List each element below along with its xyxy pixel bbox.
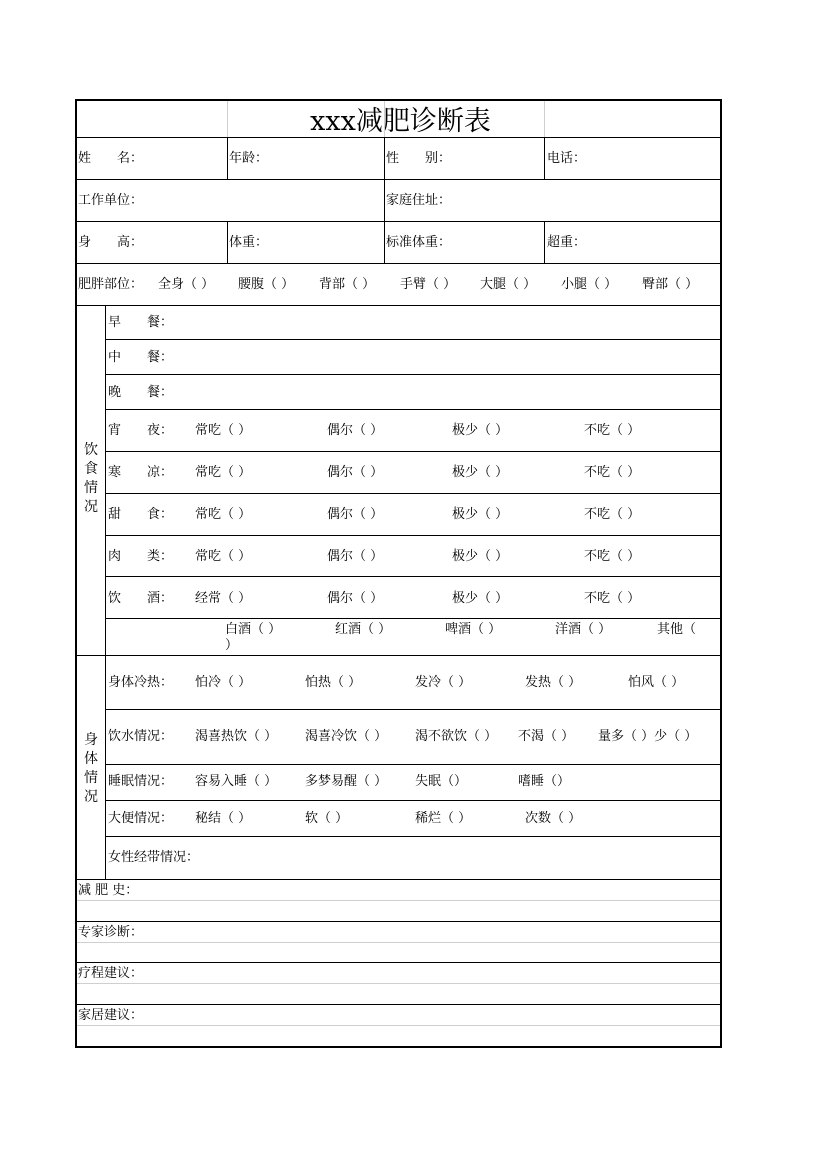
- water-option[interactable]: 渴喜热饮（ ）: [195, 729, 278, 744]
- work-unit-label: 工作单位：: [78, 193, 144, 208]
- wine-type-option[interactable]: 啤酒（ ）: [445, 622, 502, 637]
- sleep-option[interactable]: 嗜睡（）: [518, 774, 571, 789]
- wine-other-option[interactable]: 其他（: [657, 622, 697, 637]
- wine-type-option[interactable]: 洋酒（ ）: [555, 622, 612, 637]
- sweets-label: 甜 食：: [108, 507, 174, 522]
- diet-option[interactable]: 偶尔（ ）: [327, 423, 384, 438]
- fat-part-option[interactable]: 腰腹（ ）: [238, 277, 295, 292]
- diet-option[interactable]: 经常（ ）: [195, 591, 252, 606]
- diet-option[interactable]: 常吃（ ）: [195, 507, 252, 522]
- diet-option[interactable]: 不吃（ ）: [584, 591, 641, 606]
- form-title: xxx减肥诊断表: [310, 106, 491, 137]
- overweight-label: 超重：: [547, 235, 587, 250]
- body-temp-option[interactable]: 发冷（ ）: [415, 675, 472, 690]
- stool-label: 大便情况：: [108, 811, 174, 826]
- diet-option[interactable]: 极少（ ）: [452, 423, 509, 438]
- fat-parts-label: 肥胖部位：: [78, 277, 144, 292]
- fat-part-option[interactable]: 大腿（ ）: [480, 277, 537, 292]
- diet-option[interactable]: 偶尔（ ）: [327, 507, 384, 522]
- wine-type-option[interactable]: 红酒（ ）: [335, 622, 392, 637]
- phone-label: 电话：: [547, 151, 587, 166]
- diagnosis-form: [75, 99, 722, 1048]
- sleep-option[interactable]: 失眠（）: [415, 774, 468, 789]
- meat-label: 肉 类：: [108, 549, 174, 564]
- water-option[interactable]: 渴喜冷饮（ ）: [305, 729, 388, 744]
- diet-section-title: 饮食情况: [84, 442, 98, 515]
- name-label: 姓 名：: [78, 151, 144, 166]
- diet-option[interactable]: 极少（ ）: [452, 465, 509, 480]
- diet-option[interactable]: 不吃（ ）: [584, 423, 641, 438]
- diet-option[interactable]: 极少（ ）: [452, 507, 509, 522]
- body-temp-option[interactable]: 怕热（ ）: [305, 675, 362, 690]
- weight-label: 体重：: [229, 235, 269, 250]
- drinking-label: 饮 酒：: [108, 591, 174, 606]
- dinner-label: 晚 餐：: [108, 385, 174, 400]
- sleep-option[interactable]: 容易入睡（ ）: [195, 774, 278, 789]
- sleep-label: 睡眠情况：: [108, 774, 174, 789]
- wine-type-option[interactable]: 白酒（ ）: [225, 622, 282, 637]
- diet-option[interactable]: 极少（ ）: [452, 591, 509, 606]
- water-option[interactable]: 不渴（ ）: [518, 729, 575, 744]
- home-advice-label: 家居建议：: [78, 1008, 144, 1023]
- diet-option[interactable]: 常吃（ ）: [195, 549, 252, 564]
- fat-part-option[interactable]: 全身（ ）: [158, 277, 215, 292]
- breakfast-label: 早 餐：: [108, 315, 174, 330]
- diet-option[interactable]: 偶尔（ ）: [327, 465, 384, 480]
- expert-diagnosis-label: 专家诊断：: [78, 925, 144, 940]
- treatment-course-label: 疗程建议：: [78, 966, 144, 981]
- diet-option[interactable]: 不吃（ ）: [584, 549, 641, 564]
- body-temp-label: 身体冷热：: [108, 675, 174, 690]
- body-temp-option[interactable]: 怕冷（ ）: [195, 675, 252, 690]
- stool-option[interactable]: 秘结（ ）: [195, 811, 252, 826]
- water-intake-label: 饮水情况：: [108, 729, 174, 744]
- weight-loss-history-label: 减 肥 史：: [78, 883, 139, 898]
- fat-part-option[interactable]: 手臂（ ）: [400, 277, 457, 292]
- diet-option[interactable]: 极少（ ）: [452, 549, 509, 564]
- diet-option[interactable]: 偶尔（ ）: [327, 549, 384, 564]
- sex-label: 性 别：: [386, 151, 452, 166]
- menstrual-label: 女性经带情况：: [108, 850, 200, 865]
- diet-option[interactable]: 偶尔（ ）: [327, 591, 384, 606]
- sleep-option[interactable]: 多梦易醒（ ）: [305, 774, 388, 789]
- water-option[interactable]: 量多（ ）少（ ）: [598, 729, 698, 744]
- late-snack-label: 宵 夜：: [108, 423, 174, 438]
- body-temp-option[interactable]: 发热（ ）: [525, 675, 582, 690]
- standard-weight-label: 标准体重：: [386, 235, 452, 250]
- diet-option[interactable]: 常吃（ ）: [195, 465, 252, 480]
- home-address-label: 家庭住址：: [386, 193, 452, 208]
- cold-food-label: 寒 凉：: [108, 465, 174, 480]
- stool-option[interactable]: 次数（ ）: [525, 811, 582, 826]
- stool-option[interactable]: 稀烂（ ）: [415, 811, 472, 826]
- diet-option[interactable]: 不吃（ ）: [584, 507, 641, 522]
- fat-part-option[interactable]: 小腿（ ）: [561, 277, 618, 292]
- wine-other-close: ）: [225, 638, 239, 653]
- age-label: 年龄：: [229, 151, 269, 166]
- height-label: 身 高：: [78, 235, 144, 250]
- body-section-title: 身体情况: [84, 732, 98, 805]
- body-temp-option[interactable]: 怕风（ ）: [628, 675, 685, 690]
- diet-option[interactable]: 常吃（ ）: [195, 423, 252, 438]
- diet-option[interactable]: 不吃（ ）: [584, 465, 641, 480]
- lunch-label: 中 餐：: [108, 350, 174, 365]
- fat-part-option[interactable]: 臀部（ ）: [642, 277, 699, 292]
- fat-part-option[interactable]: 背部（ ）: [319, 277, 376, 292]
- water-option[interactable]: 渴不欲饮（ ）: [415, 729, 498, 744]
- stool-option[interactable]: 软（ ）: [305, 811, 349, 826]
